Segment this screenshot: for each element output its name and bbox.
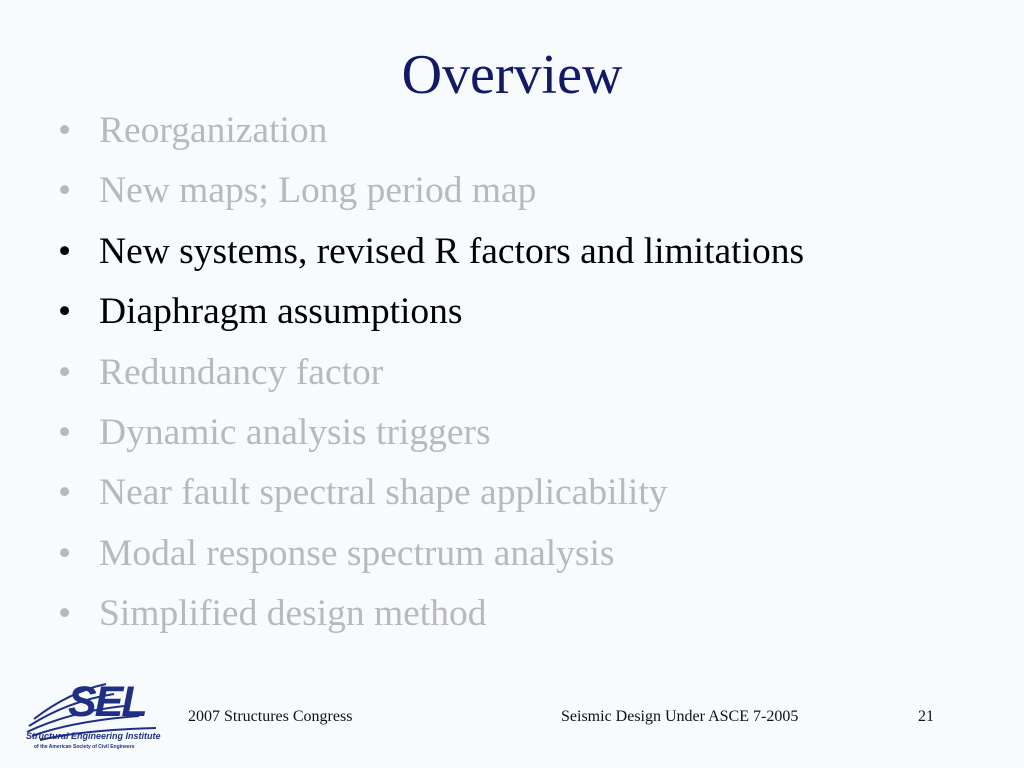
bullet-text-dynamic-analysis: Dynamic analysis triggers [99, 411, 491, 453]
bullet-dot: • [58, 110, 72, 151]
bullet-list [58, 101, 804, 645]
bullet-item-redundancy [58, 343, 804, 403]
bullet-text-diaphragm: Diaphragm assumptions [99, 291, 463, 333]
bullet-text-near-fault: Near fault spectral shape applicability [99, 472, 668, 514]
bullet-text-redundancy: Redundancy factor [99, 351, 384, 393]
logo-abbreviation: SEL [68, 678, 146, 726]
logo-name: Structural Engineering Institute [26, 731, 161, 741]
bullet-dot: • [58, 532, 72, 574]
bullet-item-simplified-design [58, 584, 804, 644]
bullet-text-simplified-design: Simplified design method [99, 593, 487, 635]
bullet-dot: • [58, 170, 72, 212]
bullet-text-new-systems: New systems, revised R factors and limitations [99, 230, 805, 272]
bullet-text-new-maps: New maps; Long period map [99, 170, 537, 212]
bullet-dot: • [58, 593, 72, 635]
bullet-text-modal-response: Modal response spectrum analysis [99, 532, 615, 574]
bullet-dot: • [58, 351, 72, 393]
bullet-dot: • [58, 472, 72, 514]
footer-conference: 2007 Structures Congress [188, 708, 353, 725]
bullet-dot: • [58, 291, 72, 333]
bullet-item-diaphragm [58, 282, 804, 342]
bullet-item-near-fault [58, 463, 804, 523]
footer-presentation-title: Seismic Design Under ASCE 7-2005 [561, 708, 799, 725]
logo-subtitle: of the American Society of Civil Engineers [34, 744, 135, 750]
bullet-dot: • [58, 230, 72, 272]
bullet-item-modal-response [58, 524, 804, 584]
bullet-item-new-maps [58, 161, 804, 221]
bullet-text-reorganization: Reorganization [99, 110, 328, 151]
bullet-item-new-systems [58, 222, 804, 282]
bullet-item-dynamic-analysis [58, 403, 804, 463]
page-number: 21 [918, 708, 934, 725]
sei-logo [24, 676, 176, 752]
bullet-item-reorganization [58, 101, 804, 161]
bullet-dot: • [58, 411, 72, 453]
slide-title: Overview [401, 44, 623, 106]
